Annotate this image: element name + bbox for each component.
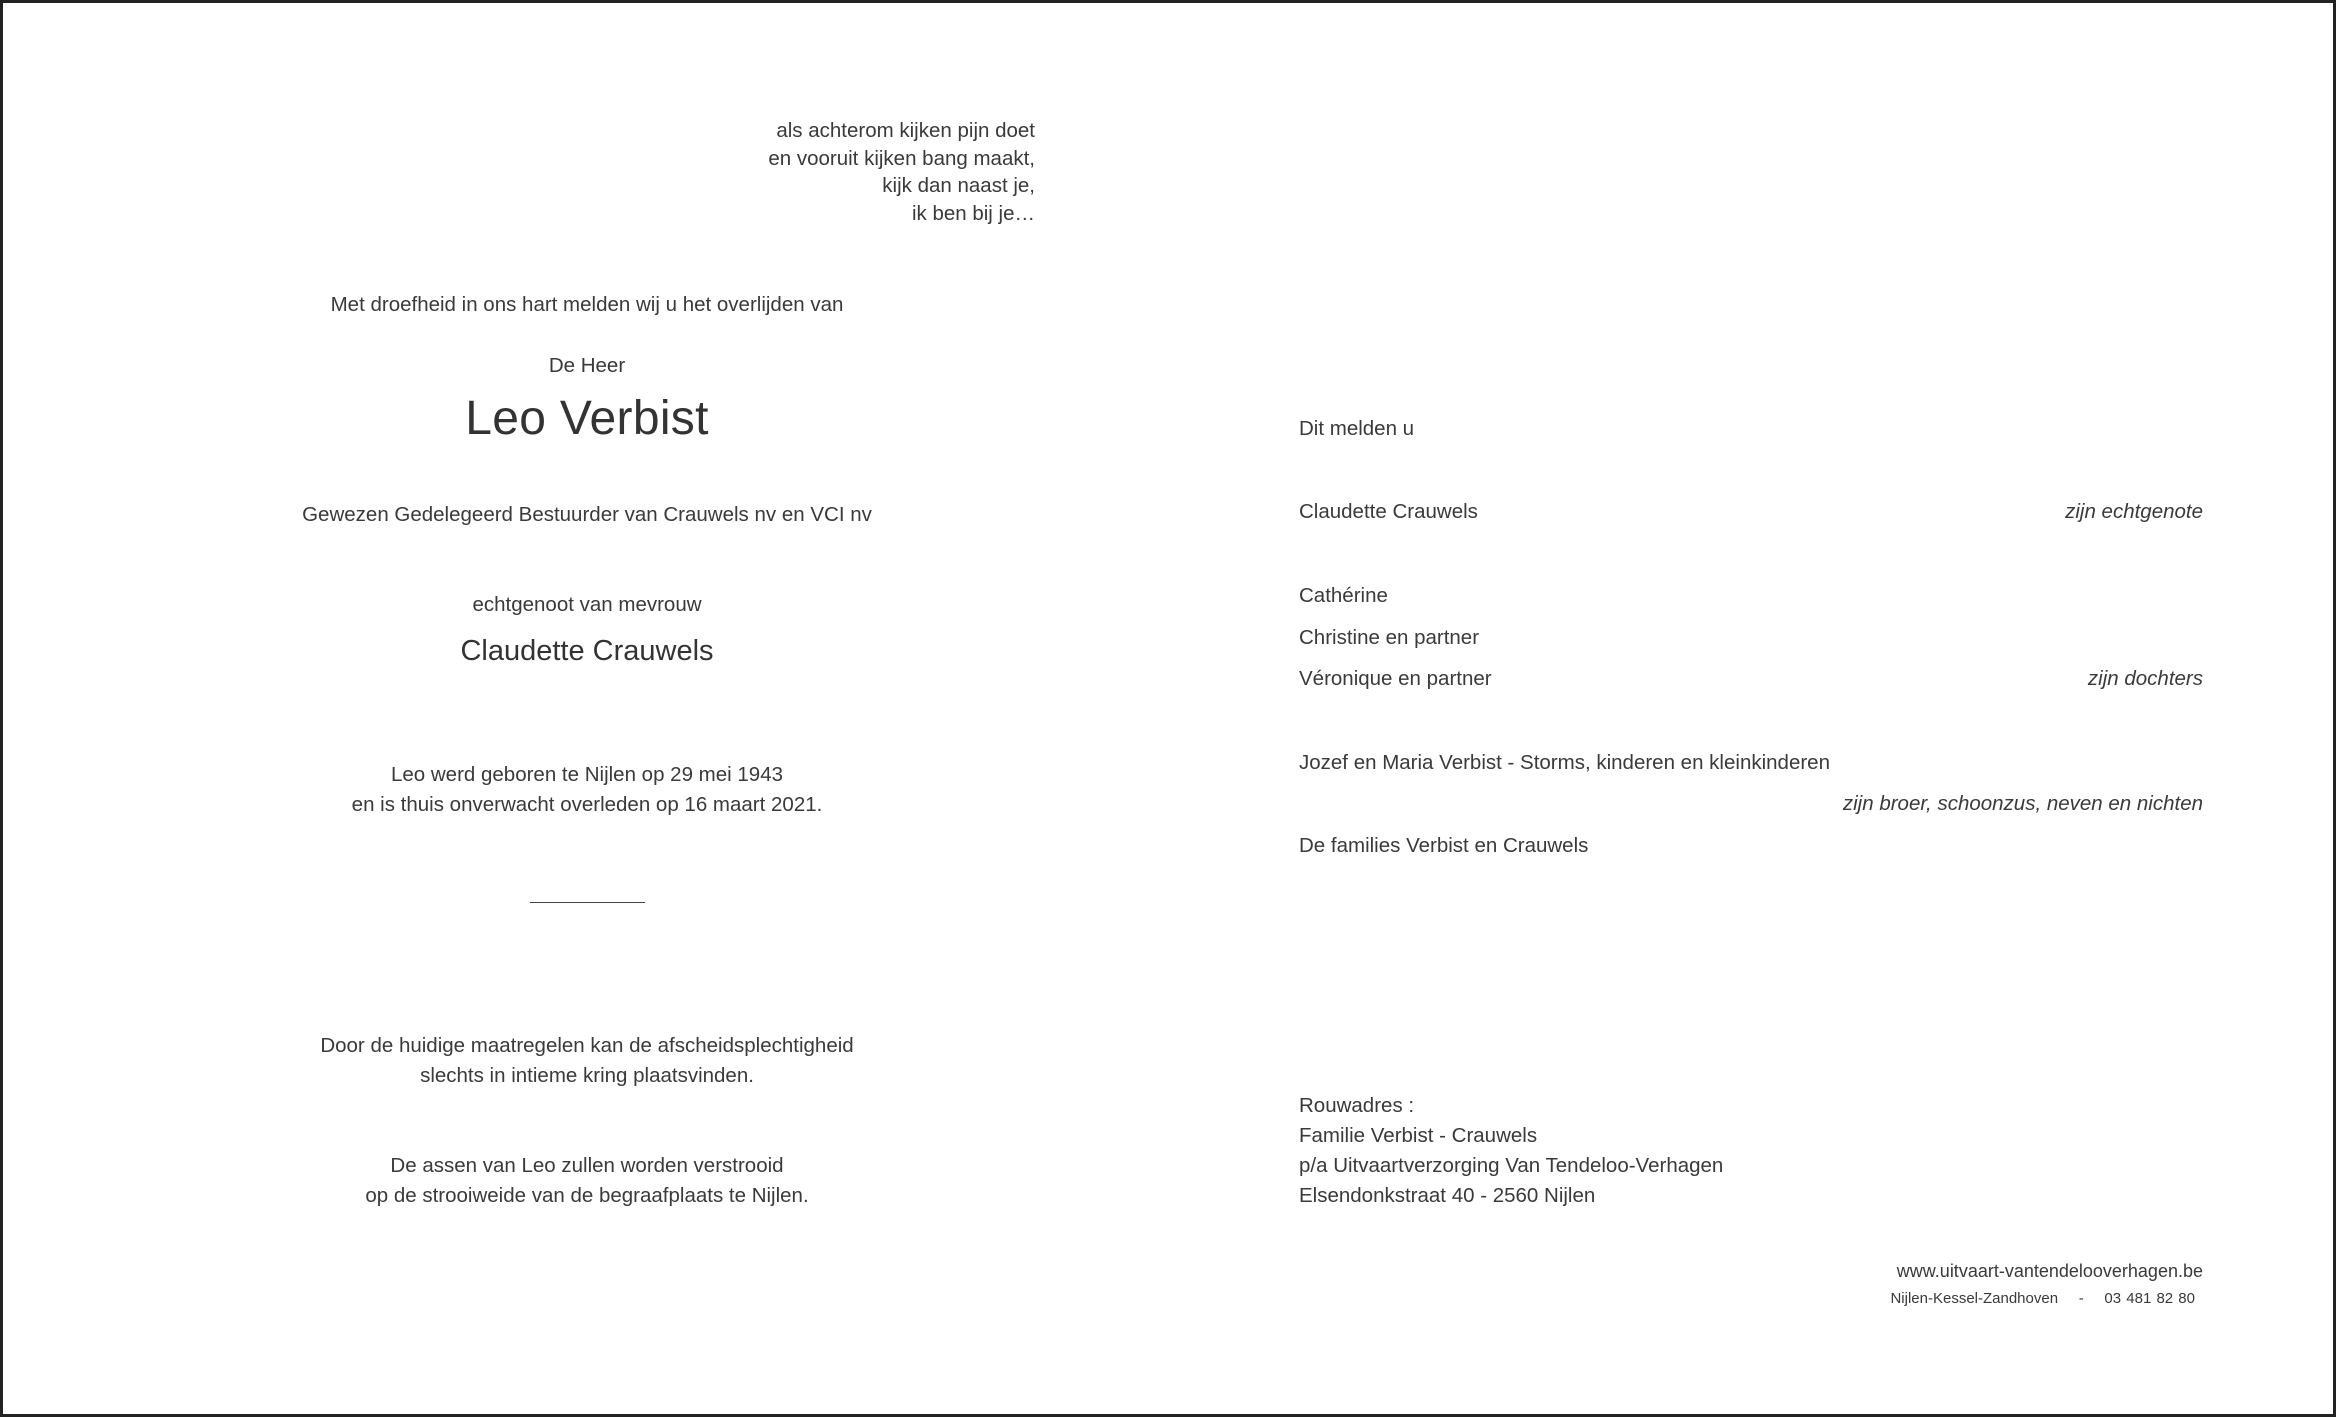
role-brother: zijn broer, schoonzus, neven en nichten bbox=[1842, 792, 2203, 815]
family-member-daughter: Véronique en partner bbox=[1299, 667, 1492, 690]
ashes-line-1: De assen van Leo zullen worden verstrooid bbox=[390, 1154, 784, 1177]
family-intro: Dit melden u bbox=[1299, 417, 1415, 440]
divider-line bbox=[530, 902, 645, 903]
funeral-home-contact bbox=[1890, 1289, 2195, 1309]
funeral-home-website[interactable]: www.uitvaart-vantendelooverhagen.be bbox=[1896, 1261, 2203, 1281]
footer-separator: - bbox=[2078, 1290, 2084, 1307]
address-label: Rouwadres : bbox=[1299, 1094, 1415, 1117]
deceased-title: De Heer bbox=[548, 354, 626, 377]
spouse-intro: echtgenoot van mevrouw bbox=[472, 593, 702, 616]
family-member-daughter: Christine en partner bbox=[1299, 626, 1480, 649]
poem-line: ik ben bij je… bbox=[911, 201, 1035, 225]
measures-line-1: Door de huidige maatregelen kan de afscheidsplechtigheid bbox=[320, 1034, 854, 1057]
spouse-name: Claudette Crauwels bbox=[460, 635, 714, 667]
address-line-3: Elsendonkstraat 40 - 2560 Nijlen bbox=[1299, 1184, 1596, 1207]
family-member-daughter: Cathérine bbox=[1299, 584, 1388, 607]
role-wife: zijn echtgenote bbox=[2065, 500, 2203, 523]
poem-line: en vooruit kijken bang maakt, bbox=[768, 146, 1035, 170]
ashes-line-2: op de strooiweide van de begraafplaats te Nijlen. bbox=[365, 1184, 809, 1207]
deceased-function: Gewezen Gedelegeerd Bestuurder van Crauwels nv en VCI nv bbox=[302, 503, 872, 526]
family-member-brother: Jozef en Maria Verbist - Storms, kinderen en kleinkinderen bbox=[1299, 751, 1830, 774]
poem bbox=[768, 117, 1035, 227]
role-daughters: zijn dochters bbox=[2087, 667, 2203, 690]
deceased-name: Leo Verbist bbox=[465, 392, 709, 445]
measures-line-2: slechts in intieme kring plaatsvinden. bbox=[420, 1064, 754, 1087]
family-member-wife: Claudette Crauwels bbox=[1299, 500, 1478, 523]
funeral-home-phone: 03 481 82 80 bbox=[2104, 1290, 2195, 1307]
announcement-intro: Met droefheid in ons hart melden wij u het overlijden van bbox=[330, 293, 844, 316]
death-line: en is thuis onverwacht overleden op 16 maart 2021. bbox=[351, 793, 823, 816]
families-line: De families Verbist en Crauwels bbox=[1299, 834, 1589, 857]
poem-line: kijk dan naast je, bbox=[882, 174, 1035, 197]
funeral-home-locations: Nijlen-Kessel-Zandhoven bbox=[1890, 1290, 2059, 1307]
birth-line: Leo werd geboren te Nijlen op 29 mei 1943 bbox=[390, 763, 784, 786]
poem-line: als achterom kijken pijn doet bbox=[776, 119, 1035, 142]
address-line-1: Familie Verbist - Crauwels bbox=[1299, 1124, 1538, 1147]
address-line-2: p/a Uitvaartverzorging Van Tendeloo-Verhagen bbox=[1299, 1154, 1724, 1177]
